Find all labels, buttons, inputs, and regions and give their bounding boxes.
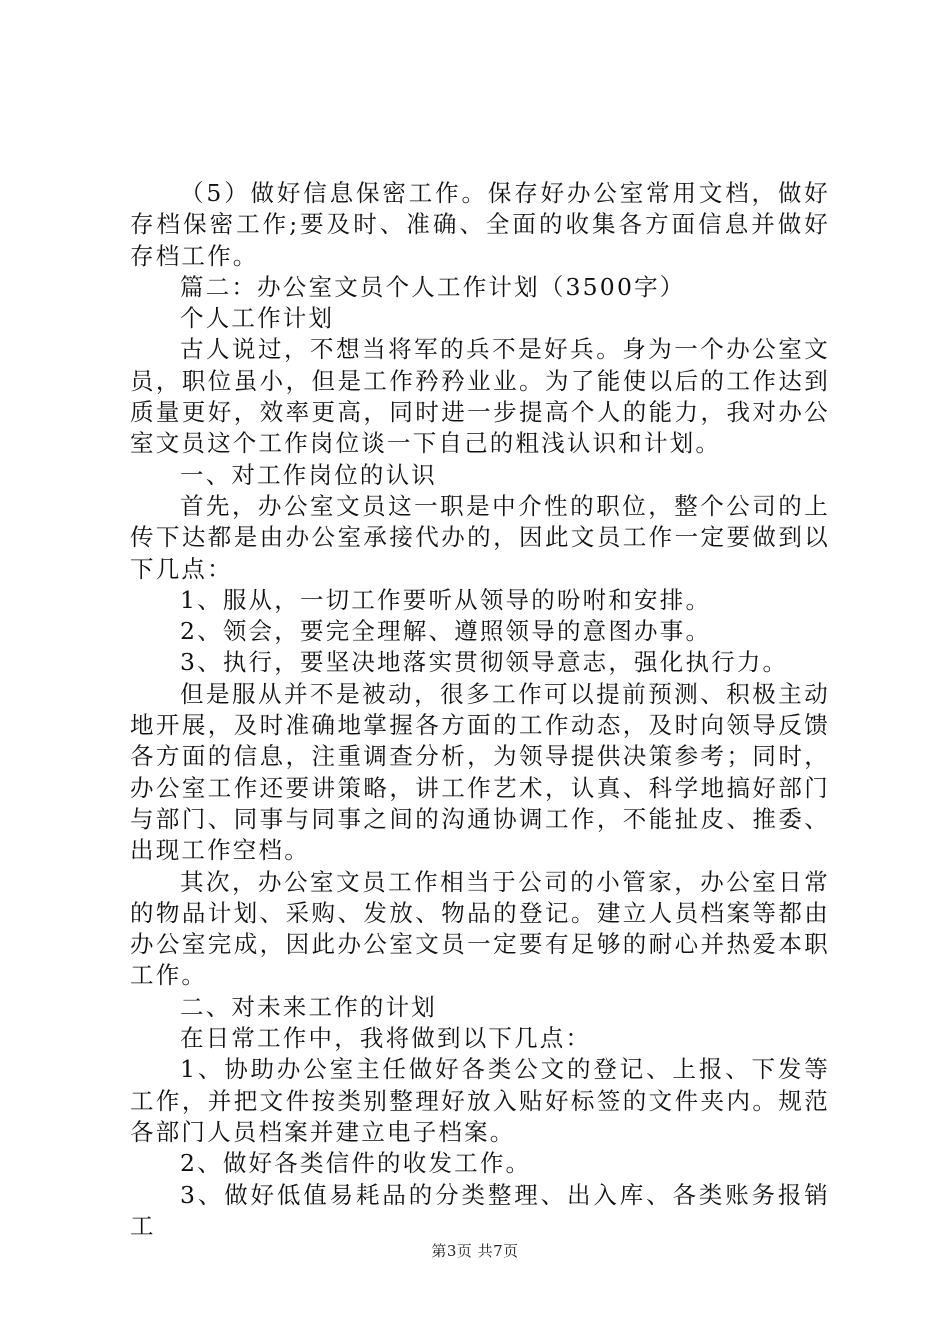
section-heading-part-two: 篇二：办公室文员个人工作计划（3500字） (180, 272, 686, 301)
page-number-footer: 第3页 共7页 (431, 1242, 519, 1260)
list-item-execute: 3、执行，要坚决地落实贯彻领导意志，强化执行力。 (180, 648, 789, 677)
list-item-consumables: 3、做好低值易耗品的分类整理、出入库、各类账务报销工 (130, 1180, 830, 1240)
list-item-understand: 2、领会，要完全理解、遵照领导的意图办事。 (180, 617, 712, 646)
list-item-mail-handling: 2、做好各类信件的收发工作。 (180, 1149, 532, 1178)
document-body (130, 178, 830, 1242)
paragraph-introduction: 古人说过，不想当将军的兵不是好兵。身为一个办公室文员，职位虽小，但是工作矜矜业业。为了能使以后的工作达到质量更好，效率更高，同时进一步提高个人的能力，我对办公室文员这个工作岗位谈一下自己的粗浅认识和计划。 (130, 335, 830, 458)
paragraph-confidentiality-item: （5）做好信息保密工作。保存好办公室常用文档，做好存档保密工作;要及时、准确、全面的收集各方面信息并做好存档工作。 (130, 179, 830, 270)
paragraph-proactive-work: 但是服从并不是被动，很多工作可以提前预测、积极主动地开展，及时准确地掌握各方面的工作动态，及时向领导反馈各方面的信息，注重调查分析，为领导提供决策参考；同时，办公室工作还要讲策略，讲工作艺术，认真、科学地搞好部门与部门、同事与同事之间的沟通协调工作，不能扯皮、推委、出现工作空档。 (130, 679, 830, 865)
paragraph-second-point: 其次，办公室文员工作相当于公司的小管家，办公室日常的物品计划、采购、发放、物品的登记。建立人员档案等都由办公室完成，因此办公室文员一定要有足够的耐心并热爱本职工作。 (130, 867, 830, 990)
document-subtitle: 个人工作计划 (180, 304, 335, 333)
section-heading-job-understanding: 一、对工作岗位的认识 (180, 460, 437, 489)
paragraph-first-point: 首先，办公室文员这一职是中介性的职位，整个公司的上传下达都是由办公室承接代办的，因此文员工作一定要做到以下几点： (130, 491, 830, 583)
paragraph-daily-work-intro: 在日常工作中，我将做到以下几点： (180, 1024, 592, 1053)
section-heading-future-plan: 二、对未来工作的计划 (180, 992, 437, 1021)
list-item-obey: 1、服从，一切工作要听从领导的吩咐和安排。 (180, 585, 712, 614)
list-item-document-handling: 1、协助办公室主任做好各类公文的登记、上报、下发等工作，并把文件按类别整理好放入贴好标签的文件夹内。规范各部门人员档案并建立电子档案。 (130, 1055, 830, 1146)
